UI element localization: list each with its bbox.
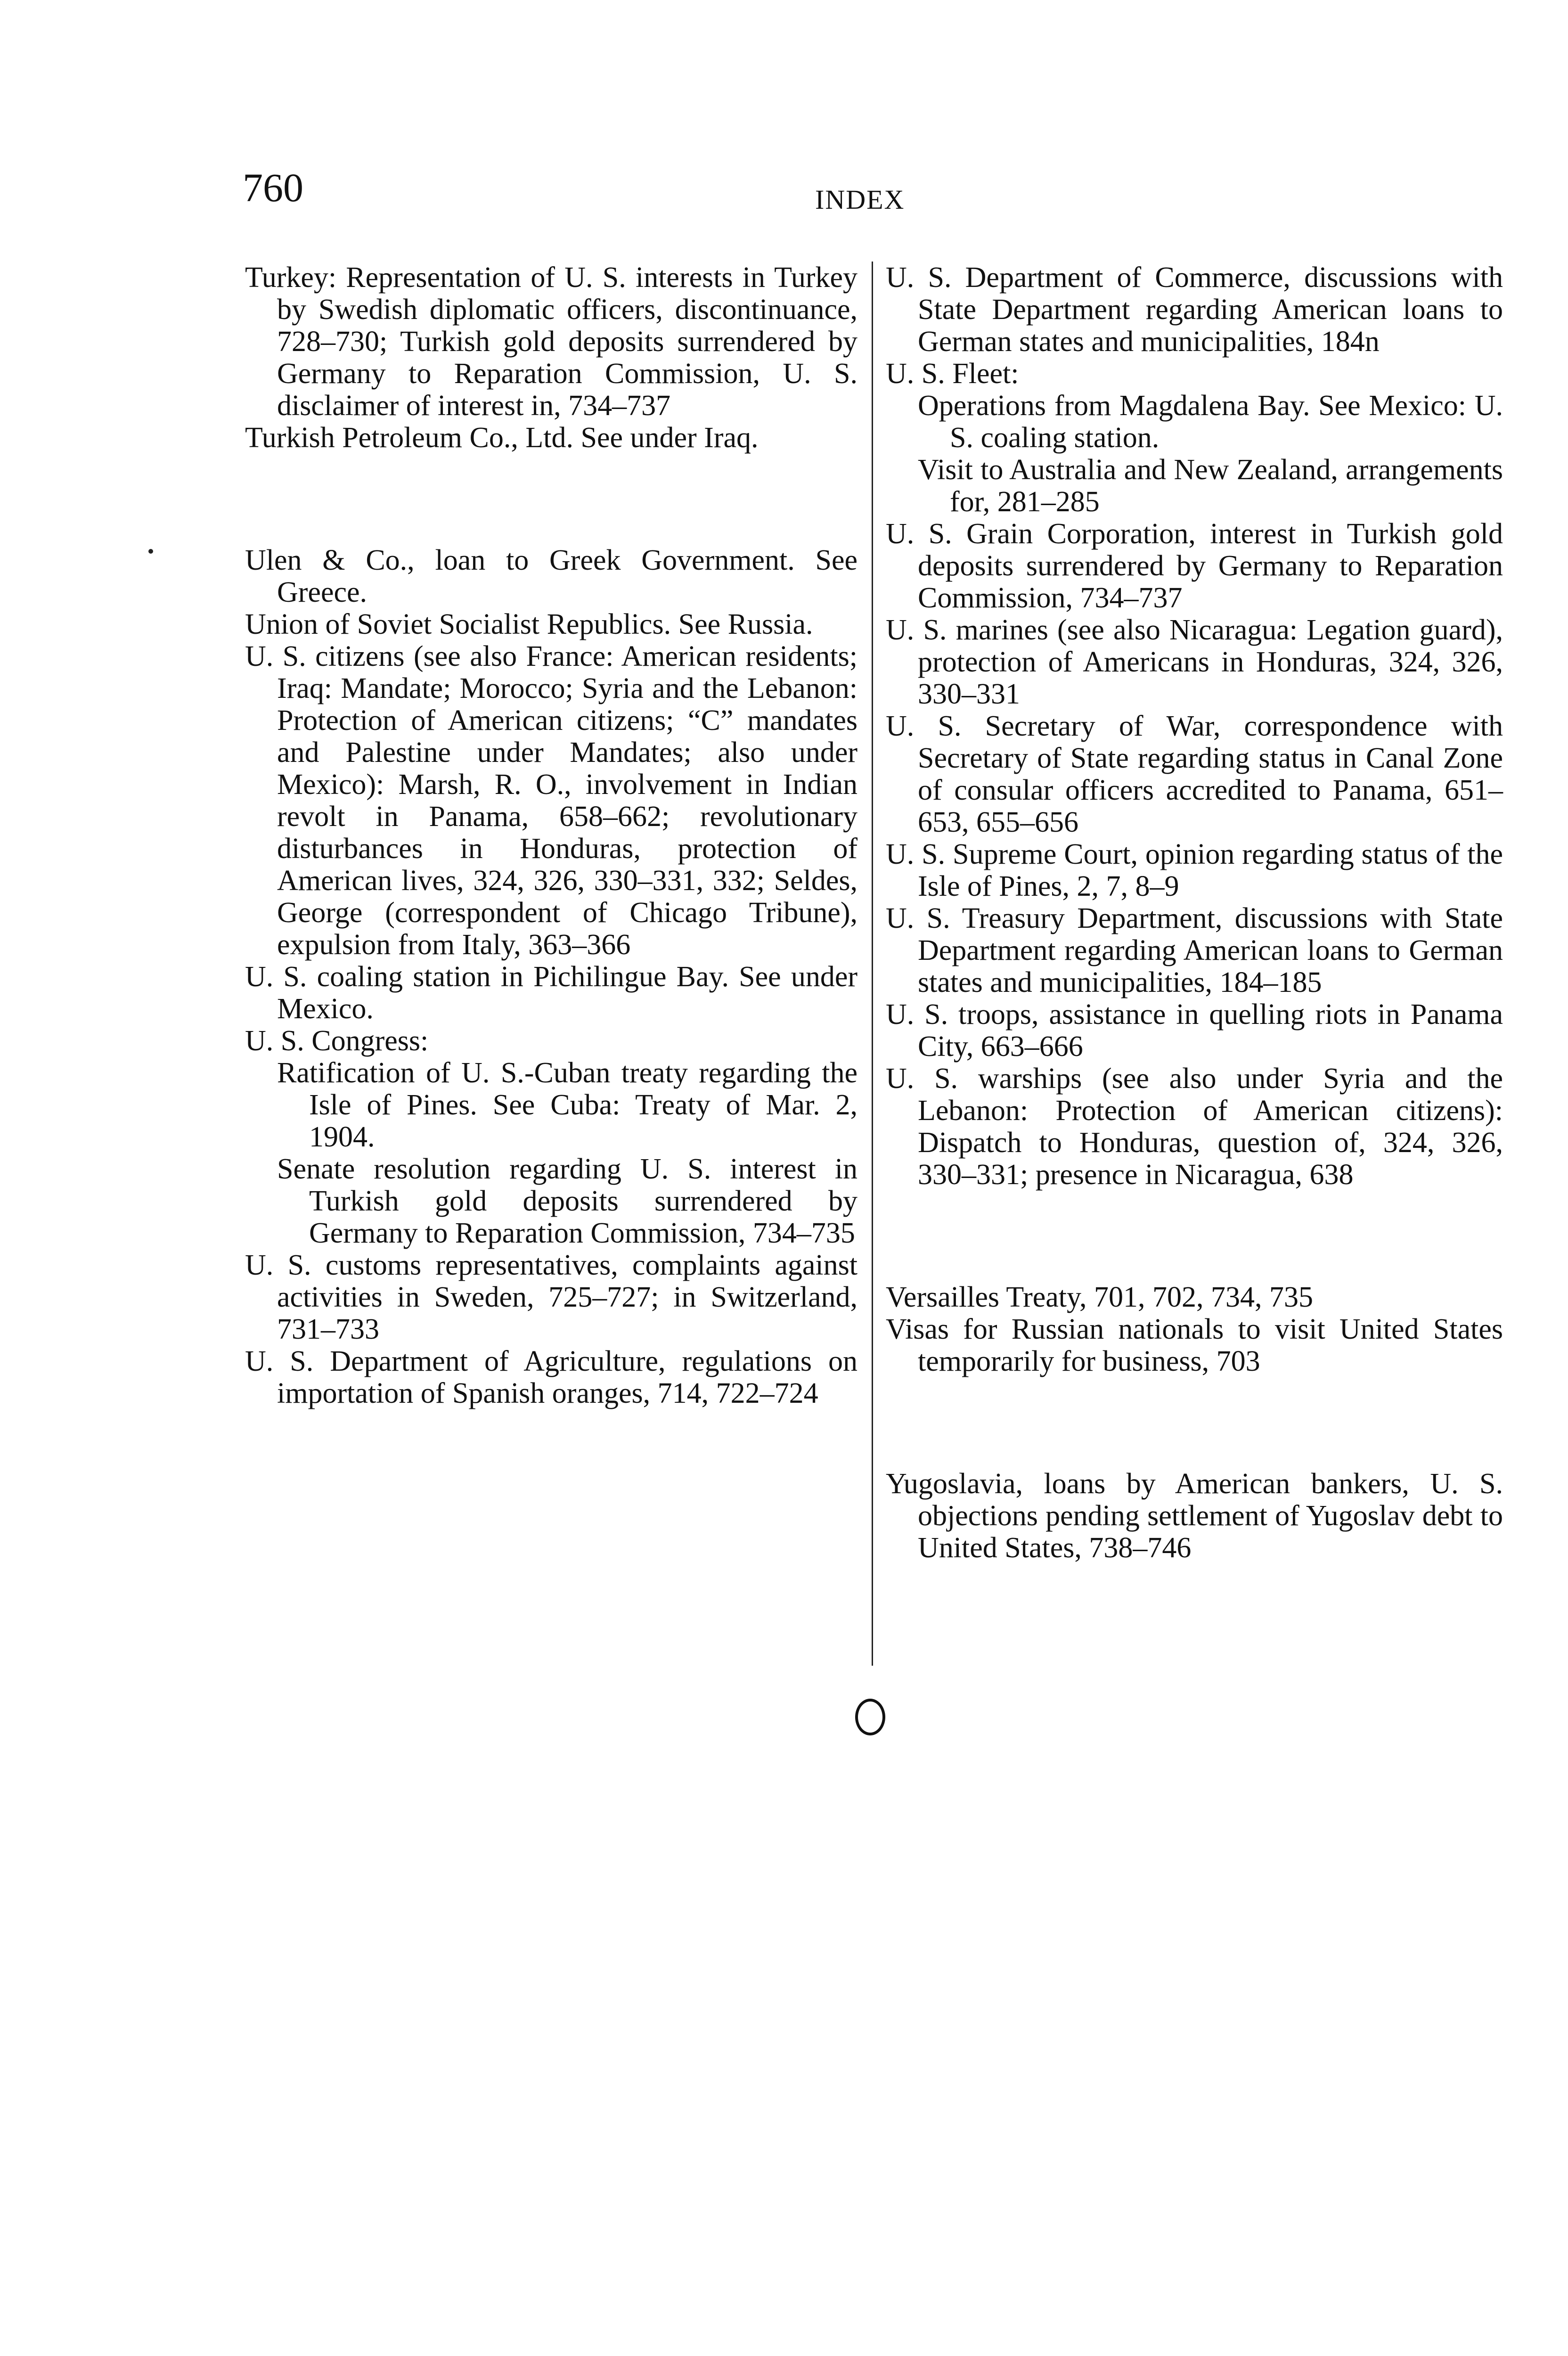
- index-entry: U. S. Fleet:: [886, 358, 1019, 390]
- index-entry: Yugoslavia, loans by American bankers, U. S. objections pending settlement of Yugoslav debt to United States, 738–746: [886, 1468, 1503, 1564]
- index-entry: Visas for Russian nationals to visit United States temporarily for business, 703: [886, 1313, 1503, 1377]
- index-column-right: [886, 262, 1503, 1564]
- index-subentry: Ratification of U. S.-Cuban treaty regarding the Isle of Pines. See Cuba: Treaty of Mar. 2, 1904.: [277, 1057, 858, 1153]
- index-entry: Versailles Treaty, 701, 702, 734, 735: [886, 1281, 1313, 1313]
- running-head: INDEX: [815, 184, 905, 215]
- index-entry: U. S. Congress:: [245, 1025, 429, 1057]
- index-entry: Ulen & Co., loan to Greek Government. See Greece.: [245, 544, 858, 608]
- index-subentry: Operations from Magdalena Bay. See Mexico: U. S. coaling station.: [918, 390, 1503, 454]
- index-entry: U. S. marines (see also Nicaragua: Legation guard), protection of Americans in Honduras, 324, 326, 330–331: [886, 614, 1503, 710]
- index-entry: U. S. customs representatives, complaints against activities in Sweden, 725–727; in Switzerland, 731–733: [245, 1249, 858, 1345]
- index-column-left: [245, 262, 858, 1409]
- index-entry: U. S. troops, assistance in quelling riots in Panama City, 663–666: [886, 998, 1503, 1063]
- index-entry: U. S. citizens (see also France: American residents; Iraq: Mandate; Morocco; Syria and the Lebanon: Protection of American citizens; “C” mandates and Palestine under Mandates; also under Mexico): Marsh, R. O., involvement in Indian revolt in Panama, 658–662; revolutionary disturbances in Honduras, protection of American lives, 324, 326, 330–331, 332; Seldes, George (correspondent of Chicago Tribune), expulsion from Italy, 363–366: [245, 640, 858, 961]
- speck-mark: [148, 549, 153, 554]
- end-of-index-mark: [855, 1699, 885, 1735]
- index-subentry: Senate resolution regarding U. S. interest in Turkish gold deposits surrendered by Germany to Reparation Commission, 734–735: [277, 1153, 858, 1249]
- index-entry: U. S. Grain Corporation, interest in Turkish gold deposits surrendered by Germany to Reparation Commission, 734–737: [886, 518, 1503, 614]
- index-subentry: Visit to Australia and New Zealand, arrangements for, 281–285: [918, 454, 1503, 518]
- index-entry: Turkish Petroleum Co., Ltd. See under Iraq.: [245, 422, 759, 454]
- index-entry: U. S. coaling station in Pichilingue Bay. See under Mexico.: [245, 961, 858, 1025]
- entry-spacer: [245, 483, 858, 515]
- index-entry: U. S. warships (see also under Syria and the Lebanon: Protection of American citizens): Dispatch to Honduras, question of, 324, 326, 330–331; presence in Nicaragua, 638: [886, 1063, 1503, 1191]
- column-divider: [872, 262, 873, 1666]
- index-entry: U. S. Supreme Court, opinion regarding status of the Isle of Pines, 2, 7, 8–9: [886, 838, 1503, 902]
- index-entry: U. S. Department of Commerce, discussions with State Department regarding American loans to German states and municipalities, 184n: [886, 262, 1503, 358]
- index-entry: U. S. Department of Agriculture, regulations on importation of Spanish oranges, 714, 722–724: [245, 1345, 858, 1409]
- index-entry: Turkey: Representation of U. S. interests in Turkey by Swedish diplomatic officers, discontinuance, 728–730; Turkish gold deposits surrendered by Germany to Reparation Commission, U. S. disclaimer of interest in, 734–737: [245, 262, 858, 422]
- index-entry: Union of Soviet Socialist Republics. See Russia.: [245, 608, 813, 640]
- index-entry: U. S. Secretary of War, correspondence with Secretary of State regarding status in Canal Zone of consular officers accredited to Panama, 651–653, 655–656: [886, 710, 1503, 838]
- entry-spacer: [886, 1220, 1503, 1252]
- entry-spacer: [886, 1407, 1503, 1439]
- page-number: 760: [243, 165, 303, 210]
- index-entry: U. S. Treasury Department, discussions with State Department regarding American loans to German states and municipalities, 184–185: [886, 902, 1503, 998]
